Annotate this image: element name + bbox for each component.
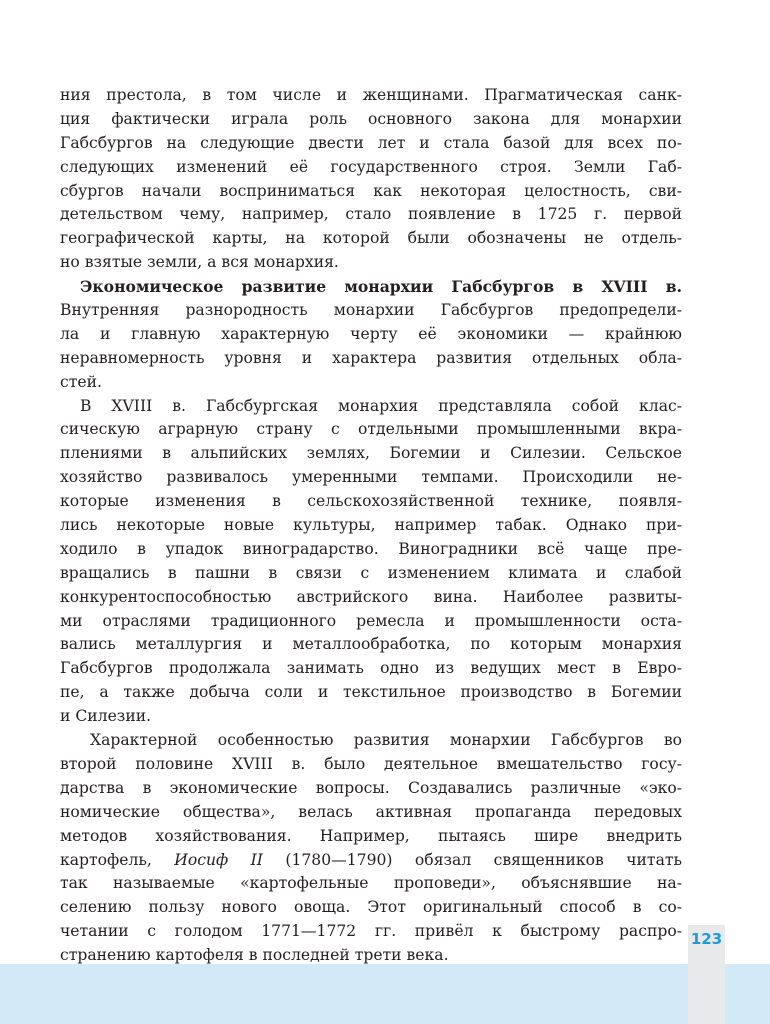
text-line: ла и главную характерную черту её экономики — крайнюю [60, 324, 682, 343]
main-text [60, 84, 682, 968]
text-line: сическую аграрную страну с отдельными промышленными вкра- [60, 420, 682, 439]
text-line: но взятые земли, а вся монархия. [60, 253, 339, 272]
text-line: сбургов начали восприниматься как некоторая целостность, сви- [60, 181, 682, 200]
text-line: хозяйство развивалось умеренными темпами. Происходили не- [60, 468, 682, 487]
text-line: дарства в экономические вопросы. Создавались различные «эко- [60, 778, 682, 797]
text-line: стей. [60, 372, 102, 391]
text-line: и Силезии. [60, 707, 152, 726]
text-line: второй половине XVIII в. было деятельное вмешательство госу- [60, 754, 682, 773]
text-line: плениями в альпийских землях, Богемии и Силезии. Сельское [60, 444, 682, 463]
text-line: Габсбургов продолжала занимать одно из ведущих мест в Евро- [60, 659, 682, 678]
text-line [60, 849, 682, 873]
text-line: конкурентоспособностью австрийского вина. Наиболее развиты- [60, 587, 682, 606]
text-line: селению пользу нового овоща. Этот оригинальный способ в со- [60, 898, 682, 917]
text-line: неравномерность уровня и характера развития отдельных обла- [60, 348, 682, 367]
text-line: вались металлургия и металлообработка, по которым монархия [60, 635, 682, 654]
text-line: номические общества», велась активная пропаганда передовых [60, 802, 682, 821]
text-line: ция фактически играла роль основного закона для монархии [60, 109, 682, 128]
text-line: ходило в упадок виноградарство. Виноградники всё чаще пре- [60, 539, 682, 558]
text-line: четании с голодом 1771—1772 гг. привёл к быстрому распро- [60, 922, 682, 941]
text-line: лись некоторые новые культуры, например табак. Однако при- [60, 516, 682, 535]
text-fragment: (1780—1790) обязал священников читать [285, 850, 682, 869]
text-line: Внутренняя разнородность монархии Габсбургов предопредели- [60, 301, 682, 320]
person-name: Иосиф II [174, 850, 263, 869]
text-line: которые изменения в сельскохозяйственной технике, появля- [60, 492, 682, 511]
text-fragment: картофель, [60, 850, 152, 869]
text-line: В XVIII в. Габсбургская монархия представляла собой клас- [80, 396, 682, 415]
text-line: пе, а также добыча соли и текстильное производство в Богемии [60, 683, 682, 702]
text-line: ния престола, в том числе и женщинами. Прагматическая санк- [60, 86, 682, 104]
text-line: следующих изменений её государственного строя. Земли Габ- [60, 157, 682, 176]
footer-band [0, 964, 770, 1024]
text-line: детельством чему, например, стало появление в 1725 г. первой [60, 205, 682, 224]
text-line: ми отраслями традиционного ремесла и промышленности оста- [60, 611, 682, 630]
text-line: вращались в пашни в связи с изменением климата и слабой [60, 563, 682, 582]
text-line: странению картофеля в последней трети века. [60, 946, 449, 965]
text-line: так называемые «картофельные проповеди», объяснявшие на- [60, 874, 682, 893]
text-line: географической карты, на которой были обозначены не отдель- [60, 229, 682, 248]
page-number: 123 [690, 930, 723, 948]
text-line: Габсбургов на следующие двести лет и стала базой для всех по- [60, 133, 682, 152]
text-line: методов хозяйствования. Например, пытаясь шире внедрить [60, 826, 682, 845]
section-heading: Экономическое развитие монархии Габсбургов в XVIII в. [80, 277, 682, 297]
text-line: Характерной особенностью развития монархии Габсбургов во [90, 731, 682, 750]
